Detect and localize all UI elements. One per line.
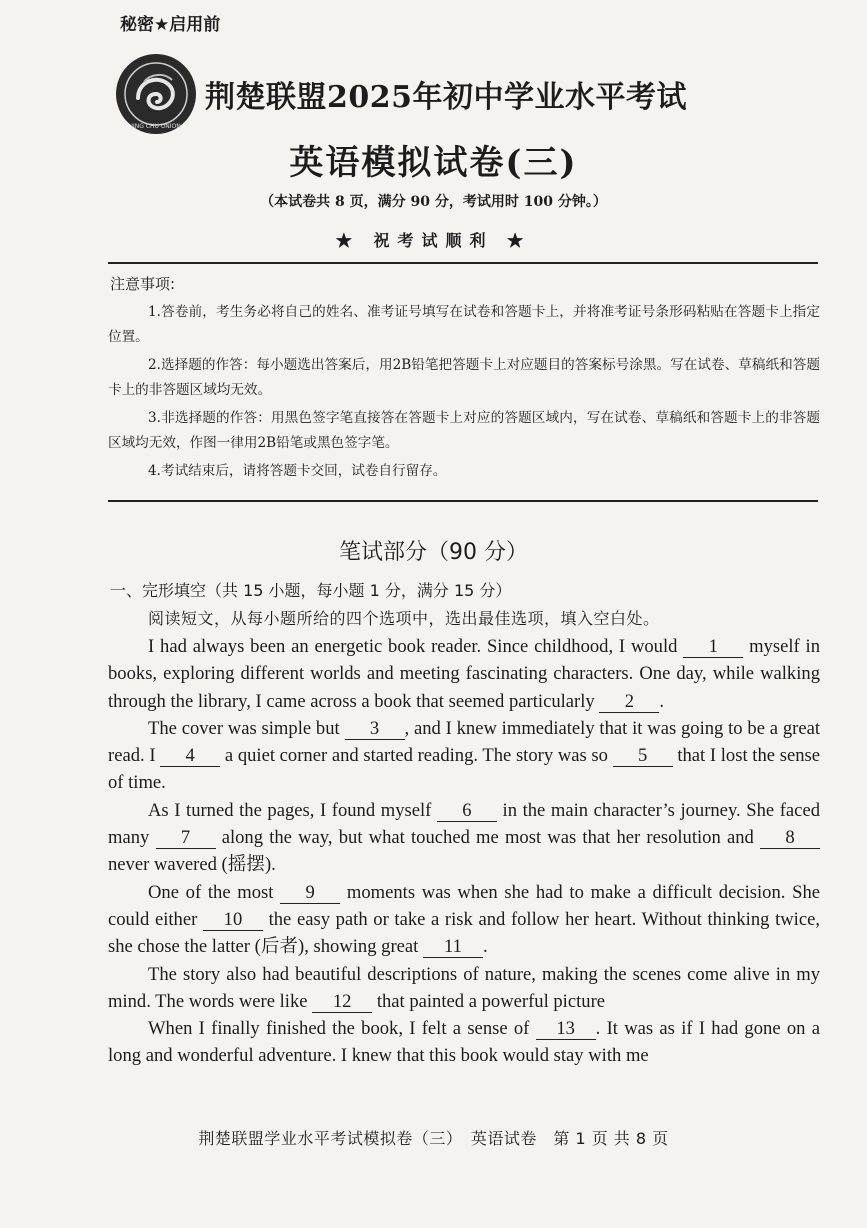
- notice-list: [108, 300, 820, 488]
- notice-item: 1.答卷前，考生务必将自己的姓名、准考证号填写在试卷和答题卡上，并将准考证号条形码粘贴在答题卡上指定位置。: [108, 304, 820, 345]
- blank-7: 7: [156, 828, 216, 849]
- confidential-label: 秘密★启用前: [120, 15, 221, 35]
- passage-paragraph: As I turned the pages, I found myself 6 in the main character’s journey. She faced many 7 along the way, but what touched me most was that her resolution and 8 never wavered (摇摆).: [108, 799, 820, 876]
- passage-paragraph: The story also had beautiful descriptions of nature, making the scenes come alive in my mind. The words were like 12 that painted a powerful picture: [108, 963, 820, 1012]
- passage-paragraph: I had always been an energetic book reader. Since childhood, I would 1 myself in books, exploring different worlds and meeting fascinating characters. One day, while walking through the library, I came across a book that seemed particularly 2 .: [108, 636, 820, 712]
- divider-bottom: [108, 500, 818, 502]
- blank-9: 9: [280, 883, 340, 904]
- blank-13: 13: [536, 1019, 596, 1040]
- good-luck-line: ★ 祝考试顺利 ★: [335, 231, 532, 250]
- paper-title: 英语模拟试卷(三): [289, 143, 578, 183]
- blank-6: 6: [437, 801, 497, 822]
- exam-title: 荆楚联盟2025年初中学业水平考试: [205, 80, 687, 115]
- notice-title: 注意事项:: [110, 275, 176, 293]
- blank-4: 4: [160, 746, 220, 767]
- part-instruction: 阅读短文，从每小题所给的四个选项中，选出最佳选项，填入空白处。: [148, 609, 660, 628]
- passage-paragraph: One of the most 9 moments was when she had to make a difficult decision. She could either 10 the easy path or take a risk and follow her heart. Without thinking twice, she chose the latter (后者), showing great 11 .: [108, 881, 821, 958]
- blank-11: 11: [423, 937, 483, 958]
- notice-item: 3.非选择题的作答：用黑色签字笔直接答在答题卡上对应的答题区域内，写在试卷、草稿纸和答题卡上的非答题区域均无效，作图一律用2B铅笔或黑色签字笔。: [108, 410, 820, 451]
- blank-2: 2: [599, 692, 659, 713]
- section-title: 笔试部分（90 分）: [339, 540, 528, 565]
- page-footer: 荆楚联盟学业水平考试模拟卷（三） 英语试卷 第 1 页 共 8 页: [198, 1129, 669, 1148]
- blank-12: 12: [312, 992, 372, 1013]
- passage-paragraph: When I finally finished the book, I felt a sense of 13 . It was as if I had gone on a long and wonderful adventure. I knew that this book would stay with me: [108, 1018, 820, 1067]
- part-title: 一、完形填空（共 15 小题，每小题 1 分，满分 15 分）: [110, 581, 512, 600]
- logo-text: JING CHU UNION: [131, 123, 181, 130]
- blank-3: 3: [345, 719, 405, 740]
- union-logo: [114, 52, 198, 136]
- cloze-passage: [108, 633, 820, 1070]
- blank-1: 1: [683, 637, 743, 658]
- blank-8: 8: [760, 828, 820, 849]
- blank-5: 5: [613, 746, 673, 767]
- blank-10: 10: [203, 910, 263, 931]
- notice-item: 2.选择题的作答：每小题选出答案后，用2B铅笔把答题卡上对应题目的答案标号涂黑。写在试卷、草稿纸和答题卡上的非答题区域均无效。: [108, 357, 820, 398]
- passage-paragraph: The cover was simple but 3 , and I knew immediately that it was going to be a great read. I 4 a quiet corner and started reading. The story was so 5 that I lost the sense of time.: [108, 717, 820, 794]
- notice-item: 4.考试结束后，请将答题卡交回，试卷自行留存。: [148, 463, 447, 479]
- exam-info: （本试卷共 8 页，满分 90 分，考试用时 100 分钟。）: [260, 194, 607, 210]
- divider-top: [108, 262, 818, 264]
